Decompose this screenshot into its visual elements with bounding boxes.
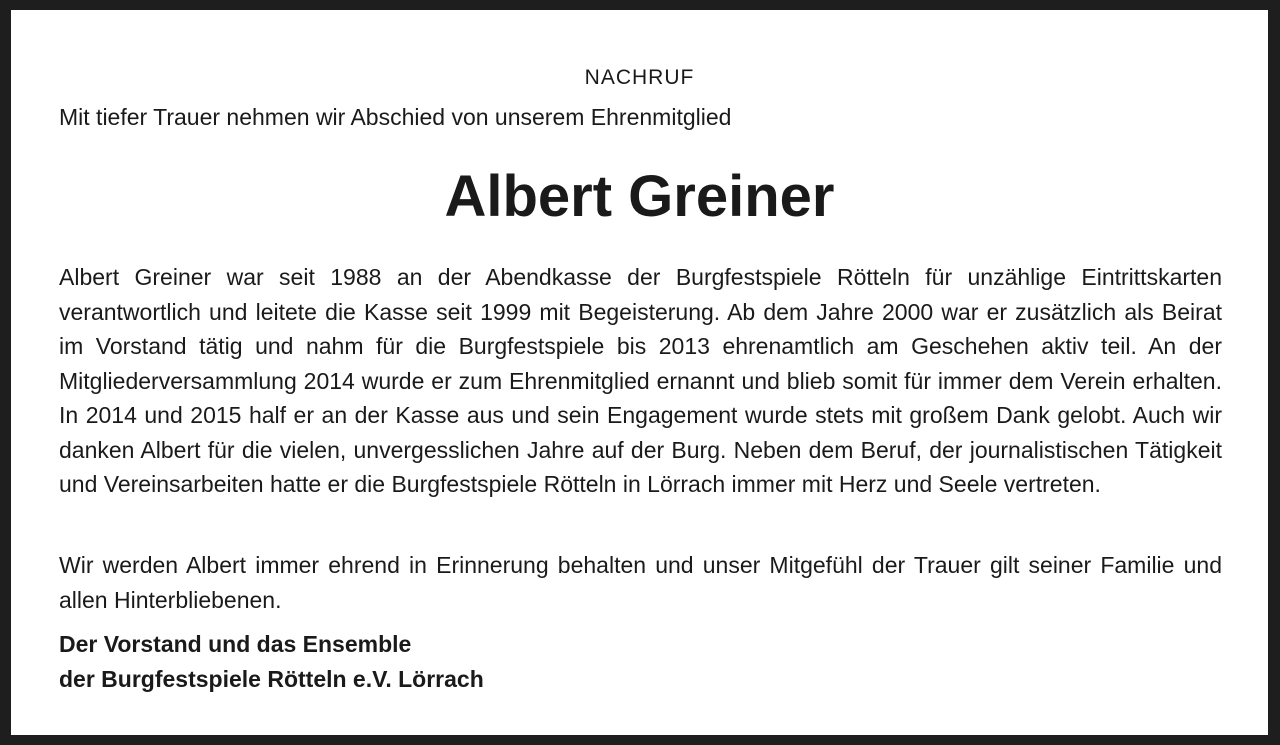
signature-line: der Burgfestspiele Rötteln e.V. Lörrach <box>59 665 484 692</box>
signature-line: Der Vorstand und das Ensemble <box>59 631 412 657</box>
body-paragraph: Albert Greiner war seit 1988 an der Abendkasse der Burgfestspiele Rötteln für unzählige Eintrittskarten verantwortlich und leitete die Kasse seit 1999 mit Begeisterung. Ab dem Jahre 2000 war er zusätzlich als Beirat im Vorstand tätig und nahm für die Burgfestspiele bis 2013 ehrenamtlich am Geschehen aktiv teil. An der Mitgliederversammlung 2014 wurde er zum Ehrenmitglied ernannt und blieb somit für immer dem Verein erhalten. In 2014 und 2015 half er an der Kasse aus und sein Engagement wurde stets mit großem Dank gelobt. Auch wir danken Albert für die vielen, unvergesslichen Jahre auf der Burg. Neben dem Beruf, der journalistischen Tätigkeit und Vereinsarbeiten hatte er die Burgfestspiele Rötteln in Lörrach immer mit Herz und Seele vertreten. <box>59 264 1222 497</box>
deceased-name: Albert Greiner <box>444 164 835 229</box>
notice-heading: NACHRUF <box>584 66 695 89</box>
closing-paragraph: Wir werden Albert immer ehrend in Erinnerung behalten und unser Mitgefühl der Trauer gilt seiner Familie und allen Hinterbliebenen. <box>59 552 1222 613</box>
intro-line: Mit tiefer Trauer nehmen wir Abschied von unserem Ehrenmitglied <box>59 104 732 130</box>
signature-block <box>59 627 484 696</box>
obituary-notice <box>11 10 1268 735</box>
